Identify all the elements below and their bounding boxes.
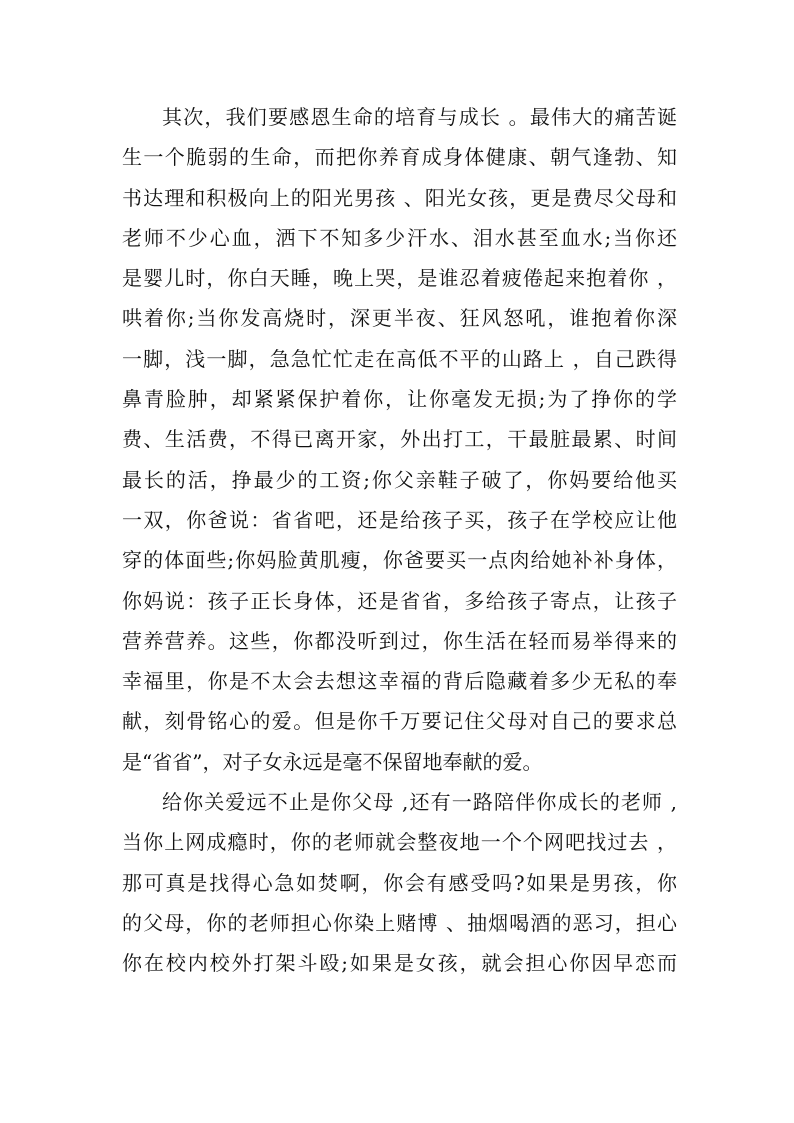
- text-line: 你妈说：孩子正长身体，还是省省，多给孩子寄点，让孩子: [122, 588, 677, 613]
- text-line: 其次，我们要感恩生命的培育与成长 。最伟大的痛苦诞: [162, 105, 677, 129]
- text-line: 穿的体面些;你妈脸黄肌瘦，你爸要买一点肉给她补补身体，: [122, 548, 677, 573]
- text-line: 幸福里，你是不太会去想这幸福的背后隐藏着多少无私的奉: [122, 669, 677, 694]
- text-line: 老师不少心血，洒下不知多少汗水、泪水甚至血水;当你还: [122, 225, 677, 250]
- text-line: 一双，你爸说：省省吧，还是给孩子买，孩子在学校应让他: [122, 507, 677, 532]
- paragraph-gratitude-life: [122, 97, 677, 782]
- text-line: 鼻青脸肿，却紧紧保护着你，让你毫发无损;为了挣你的学: [122, 387, 677, 412]
- text-line: 书达理和积极向上的阳光男孩 、阳光女孩，更是费尽父母和: [122, 185, 677, 210]
- text-line: 哄着你;当你发高烧时，深更半夜、狂风怒吼，谁抱着你深: [122, 306, 677, 331]
- text-line: 营养营养。这些，你都没听到过，你生活在轻而易举得来的: [122, 628, 677, 653]
- text-line: 是“省省”，对子女永远是毫不保留地奉献的爱。: [122, 749, 543, 774]
- text-line: 的父母，你的老师担心你染上赌博 、抽烟喝酒的恶习，担心: [122, 910, 677, 935]
- paragraph-teacher-care: [122, 782, 677, 983]
- text-line: 一脚，浅一脚，急急忙忙走在高低不平的山路上 ，自己跌得: [122, 346, 677, 371]
- text-line: 生一个脆弱的生命，而把你养育成身体健康、朝气逢勃、知: [122, 145, 677, 170]
- text-line: 是婴儿时，你白天睡，晚上哭，是谁忍着疲倦起来抱着你 ，: [122, 266, 677, 291]
- text-line: 费、生活费，不得已离开家，外出打工，干最脏最累、时间: [122, 427, 677, 452]
- body-text: [122, 97, 677, 984]
- text-line: 你在校内校外打架斗殴;如果是女孩，就会担心你因早恋而: [122, 951, 677, 976]
- text-line: 给你关爱远不止是你父母 ,还有一路陪伴你成长的老师 ,: [162, 790, 677, 815]
- text-line: 最长的活，挣最少的工资;你父亲鞋子破了，你妈要给他买: [122, 467, 677, 492]
- text-line: 献，刻骨铭心的爱。但是你千万要记住父母对自己的要求总: [122, 709, 677, 734]
- text-line: 当你上网成瘾时，你的老师就会整夜地一个个网吧找过去 ，: [122, 830, 677, 855]
- text-line: 那可真是找得心急如焚啊，你会有感受吗?如果是男孩，你: [122, 870, 677, 895]
